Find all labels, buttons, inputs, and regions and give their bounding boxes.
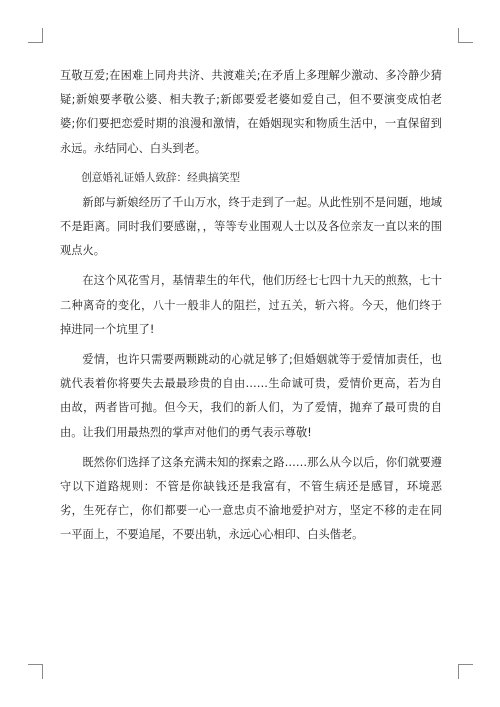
- crop-mark-top-left: [28, 28, 43, 43]
- paragraph-journey: 新郎与新娘经历了千山万水，终于走到了一起。从此性别不是问题，地域不是距离。同时我们要感谢，，等等专业围观人士以及各位亲友一直以来的围观点火。: [60, 195, 442, 258]
- crop-mark-bottom-right: [458, 664, 473, 679]
- paragraph-love-freedom: 爱情，也许只需要两颗跳动的心就足够了;但婚姻就等于爱情加责任，也就代表着你将要失去最最珍贵的自由……生命诚可贵，爱情价更高，若为自由故，两者皆可抛。但今天，我们的新人们，为了爱情，抛弃了最可贵的自由。让我们用最热烈的掌声对他们的勇气表示尊敬!: [60, 353, 442, 439]
- section-heading: 创意婚礼证婚人致辞：经典搞笑型: [81, 171, 241, 184]
- paragraph-road-rules: 既然你们选择了这条充满未知的探索之路……那么从今以后，你们就要遵守以下道路规则：不管是你缺钱还是我富有，不管生病还是感冒，环境恶劣，生死存亡，你们都要一心一意忠贞不渝地爱护对方，坚定不移的走在同一平面上，不要追尾，不要出轨，永远心心相印、白头偕老。: [60, 455, 442, 542]
- document-body: [60, 64, 442, 554]
- paragraph-continued-vows: 互敬互爱;在困难上同舟共济、共渡难关;在矛盾上多理解少激动、多冷静少猜疑;新娘要孝敬公婆、相夫教子;新郎要爱老婆如爱自己，但不要演变成怕老婆;你们要把恋爱时期的浪漫和激情，在婚姻现实和物质生活中，一直保留到永远。永结同心、白头到老。: [60, 69, 442, 155]
- paragraph-era: 在这个风花雪月，基情辈生的年代，他们历经七七四十九天的煎熬，七十二种离奇的变化，八十一般非人的阻拦，过五关，斩六将。今天，他们终于掉进同一个坑里了!: [60, 274, 442, 336]
- crop-mark-top-right: [458, 28, 473, 43]
- crop-mark-bottom-left: [28, 664, 43, 679]
